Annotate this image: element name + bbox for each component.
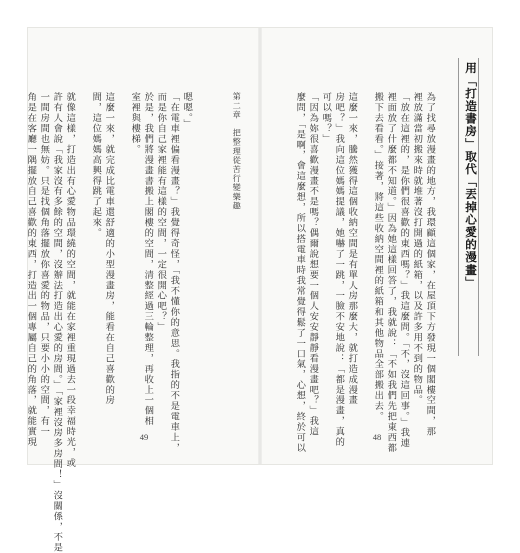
text-column: 搬下去看看。」接著，將這些收納空間裡的紙箱和其他物品全部搬出去。 bbox=[372, 92, 384, 422]
text-column: 可以嗎？」 bbox=[320, 92, 332, 145]
page-number-right: 48 bbox=[372, 432, 382, 442]
text-column: 嗯嗯。」 bbox=[181, 92, 193, 130]
text-column: 「放在這裡的，是你們很喜歡的東西嗎？」我這麼問。「不，沒這回事。」我連 bbox=[398, 92, 410, 449]
text-column: 間，這位媽媽高興得跳了起來。 bbox=[90, 92, 102, 239]
text-column: 而是你自己家裡能有這樣的空間，一定很開心吧？」 bbox=[155, 92, 167, 333]
title-rule-right bbox=[458, 58, 459, 356]
text-column: 「因為妳很喜歡漫畫不是嗎？偶爾說想要一個人安安靜靜看漫畫吧？」我這 bbox=[307, 92, 319, 437]
text-column: 角是在客廳一隅擺放自己喜歡的東西，打造出一個專屬自己的角落，就能實現 bbox=[25, 92, 37, 448]
text-column: 裡放滿當初搬來時就堆著沒打開過的紙箱，以及許多用不到的物品。 bbox=[411, 92, 423, 406]
text-column: 許有人會說「我家沒有多餘的空間，沒辦法打造出心愛的房間。」「家裡沒房多房間！」沒關係，不是 bbox=[51, 92, 63, 553]
text-column: 這麼一來，騰然獲得這個收納空間是有單人房那麼大，就打造成漫畫 bbox=[346, 92, 358, 406]
text-column: 室裡與樓梯。 bbox=[129, 92, 141, 155]
chapter-header: 第二章 把整理從苦行變樂趣 bbox=[232, 92, 243, 211]
text-column: 就像這樣，打造出有心愛物品環繞的空間，就能在家裡重現過去一段幸福時光，或 bbox=[64, 92, 76, 469]
text-column: 裡面放了什麼都不知道。」因為她這樣回答了，我就說：「不如我們先把東西都 bbox=[385, 92, 397, 454]
section-title: 用「打造書房」取代「丟掉心愛的漫畫」 bbox=[464, 62, 478, 289]
text-column: 房吧？」我向這位媽媽提議，她嚇了一跳，一臉不安地說：「都是漫畫，真的 bbox=[333, 92, 345, 448]
text-column: 於是，我們將漫畫書搬上閣樓的空間，清整經過三輪整理，再收上一個相 bbox=[142, 92, 154, 427]
page-number-left: 49 bbox=[139, 432, 149, 442]
text-column: 為了找尋放漫畫的地方，我環顧這個家，在屋頂下方發現一個閣樓空間，那 bbox=[424, 92, 436, 437]
text-column: 「在電車裡偏看漫畫？」我覺得奇怪，「我不懂你的意思。我指的不是電車上， bbox=[168, 92, 180, 454]
text-column: 這麼一來，就完成比電車還舒適的小型漫畫房，能看在自己喜歡的房 bbox=[103, 92, 115, 406]
left-page bbox=[25, 28, 260, 553]
right-page bbox=[260, 28, 492, 464]
text-column: 一間房間也無妨。只是找個角落擺放你喜愛的物品，只要小小的空間，有一 bbox=[38, 92, 50, 437]
book-spread bbox=[25, 28, 492, 553]
text-column: 麼問，「是啊，會這麼想，所以搭電車時我常覺得鬆了一口氣，心想，終於可以 bbox=[294, 92, 306, 454]
